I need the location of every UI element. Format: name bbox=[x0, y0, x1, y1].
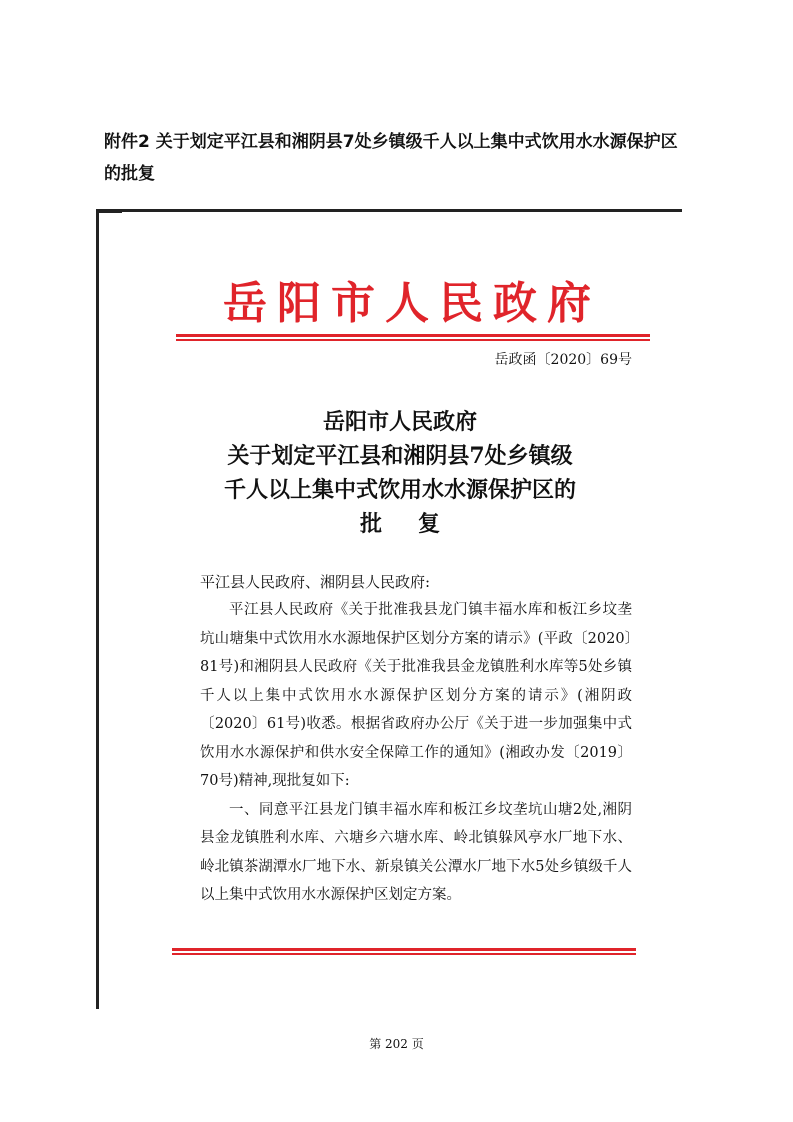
salutation: 平江县人民政府、湘阴县人民政府: bbox=[200, 573, 431, 591]
letterhead-red-rule-thick bbox=[176, 334, 650, 337]
body-paragraph: 平江县人民政府《关于批准我县龙门镇丰福水库和板江乡坟垄坑山塘集中式饮用水水源地保护区划分方案的请示》(平政〔2020〕81号)和湘阴县人民政府《关于批准我县金龙镇胜利水库等5处乡镇千人以上集中式饮用水水源保护区划分方案的请示》(湘阴政〔2020〕61号)收悉。根据省政府办公厅《关于进一步加强集中式饮用水水源保护和供水安全保障工作的通知》(湘政办发〔2019〕70号)精神,现批复如下: bbox=[200, 602, 632, 789]
letterhead-red-rule-thin bbox=[176, 339, 650, 341]
attachment-title: 附件2 关于划定平江县和湘阴县7处乡镇级千人以上集中式饮用水水源保护区的批复 bbox=[104, 132, 678, 184]
body-paragraph: 一、同意平江县龙门镇丰福水库和板江乡坟垄坑山塘2处,湘阴县金龙镇胜利水库、六塘乡六塘水库、岭北镇躲风亭水厂地下水、岭北镇茶湖潭水厂地下水、新泉镇关公潭水厂地下水5处乡镇级千人以上集中式饮用水水源保护区划定方案。 bbox=[200, 801, 632, 903]
document-number: 岳政函〔2020〕69号 bbox=[494, 352, 632, 368]
document-title-line: 千人以上集中式饮用水水源保护区的 bbox=[223, 477, 576, 503]
scan-frame-corner-mark bbox=[96, 211, 122, 213]
document-title bbox=[140, 405, 660, 541]
footer-red-rule-thick bbox=[172, 948, 636, 951]
page-number: 第 202 页 bbox=[369, 1037, 424, 1051]
letterhead-issuer: 岳阳市人民政府 bbox=[223, 278, 601, 329]
footer-red-rule-thin bbox=[172, 953, 636, 955]
document-title-reply: 批复 bbox=[359, 511, 476, 537]
document-body bbox=[200, 596, 632, 910]
document-title-line: 关于划定平江县和湘阴县7处乡镇级 bbox=[227, 443, 573, 469]
scan-frame-top-border bbox=[96, 209, 682, 212]
scan-frame-left-border bbox=[96, 209, 99, 1009]
document-title-line: 岳阳市人民政府 bbox=[322, 409, 477, 435]
